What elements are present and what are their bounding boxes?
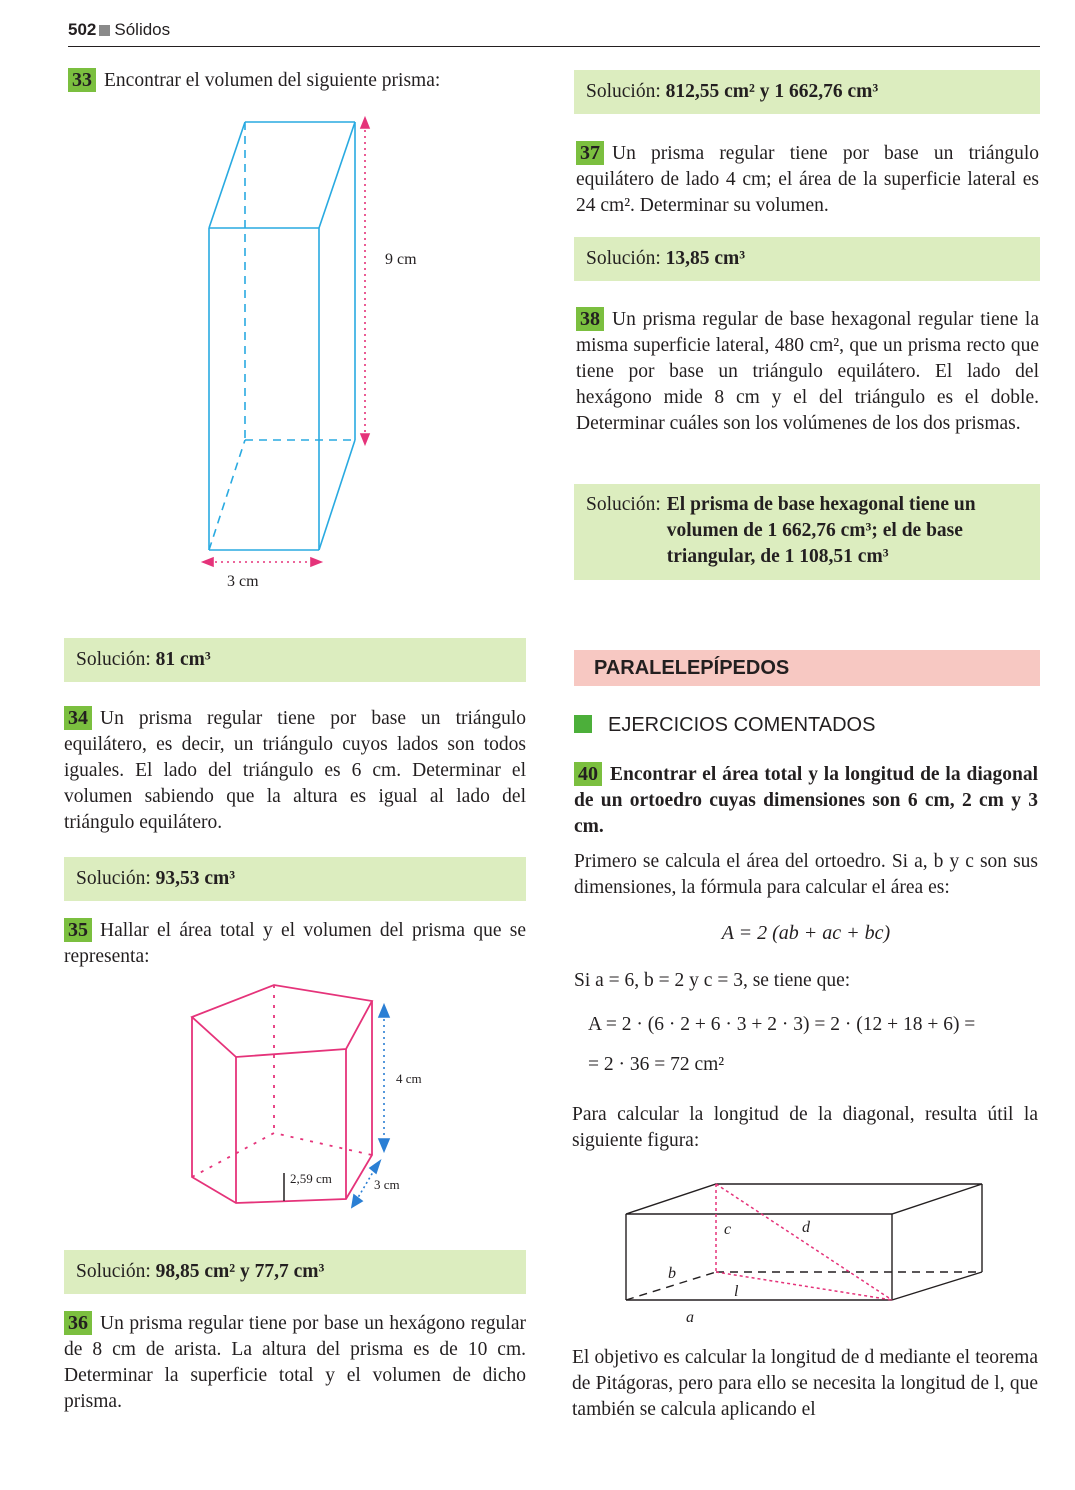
exercise-number: 37 [576, 141, 604, 165]
solution-37: Solución: 13,85 cm³ [574, 237, 1040, 281]
exercise-number: 34 [64, 706, 92, 730]
running-title: Sólidos [114, 20, 171, 39]
page-header [68, 18, 1040, 47]
area-formula: A = 2 (ab + ac + bc) [721, 922, 891, 944]
calculation-line-1: A = 2 · (6 · 2 + 6 · 3 + 2 · 3) = 2 · (12 + 18 + 6) = [588, 1014, 976, 1035]
ex40-paragraph-2: Si a = 6, b = 2 y c = 3, se tiene que: [574, 970, 851, 991]
exercise-number: 33 [68, 68, 96, 92]
green-square-icon [574, 715, 592, 733]
ex40-paragraph-1: Primero se calcula el área del ortoedro. Si a, b y c son sus dimensiones, la fórmula para calcular el área es: [574, 851, 1038, 898]
exercise-35 [64, 918, 526, 970]
prism-figure-33 [195, 110, 455, 600]
solution-33: Solución: 81 cm³ [64, 638, 526, 682]
solution-value: 98,85 cm² y 77,7 cm³ [155, 1261, 325, 1282]
exercise-text: Un prisma regular de base hexagonal regular tiene la misma superficie lateral, 480 cm², que un prisma recto que tiene por base un triángulo equilátero. El lado del hexágono mide 8 cm y el del triángulo es el doble. Determinar cuáles son los volúmenes de los dos prismas. [576, 309, 1039, 434]
ex40-paragraph-3: Para calcular la longitud de la diagonal, resulta útil la siguiente figura: [572, 1104, 1038, 1151]
exercise-37 [576, 141, 1039, 219]
exercise-text: Un prisma regular tiene por base un triángulo equilátero, es decir, un triángulo cuyos lados son todos iguales. El lado del triángulo es 6 cm. Determinar el volumen sabiendo que la altura es igual al lado del triángulo equilátero. [64, 708, 526, 833]
apothem-label: 2,59 cm [290, 1171, 332, 1186]
exercise-number: 40 [574, 762, 602, 786]
label-d: d [802, 1219, 810, 1236]
subsection-header: EJERCICIOS COMENTADOS [574, 714, 875, 737]
solution-value: 13,85 cm³ [665, 248, 746, 269]
solution-value: 93,53 cm³ [155, 868, 236, 889]
cuboid-diagonal-figure [620, 1180, 990, 1330]
solution-line-2: volumen de 1 662,76 cm³; el de base [666, 520, 963, 541]
calculation-line-2: = 2 · 36 = 72 cm² [588, 1054, 725, 1075]
solution-36: Solución: 812,55 cm² y 1 662,76 cm³ [574, 70, 1040, 114]
exercise-40-statement: 40 Encontrar el área total y la longitud de la diagonal de un ortoedro cuyas dimensiones son 6 cm, 2 cm y 3 cm. [574, 763, 1038, 837]
exercise-34 [64, 706, 526, 836]
height-label: 9 cm [385, 251, 417, 268]
label-c: c [724, 1221, 732, 1238]
exercise-text: Hallar el área total y el volumen del prisma que se representa: [64, 920, 526, 967]
exercise-36 [64, 1311, 526, 1415]
solution-38: Solución: El prisma de base hexagonal tiene un volumen de 1 662,76 cm³; el de base triangular, de 1 108,51 cm³ [574, 484, 1040, 580]
square-bullet-icon [99, 25, 110, 36]
side-label: 3 cm [374, 1177, 400, 1192]
solution-line-3: triangular, de 1 108,51 cm³ [666, 546, 889, 567]
exercise-number: 38 [576, 307, 604, 331]
exercise-number: 36 [64, 1311, 92, 1335]
label-b: b [668, 1265, 676, 1282]
exercise-38 [576, 307, 1039, 437]
solution-35: Solución: 98,85 cm² y 77,7 cm³ [64, 1250, 526, 1294]
exercise-text: Encontrar el volumen del siguiente prisma: [104, 70, 441, 91]
section-header: PARALELEPÍPEDOS [574, 650, 1040, 686]
ex40-paragraph-4: El objetivo es calcular la longitud de d mediante el teorema de Pitágoras, pero para ello se necesita la longitud de l, que también se calcula aplicando el [572, 1347, 1038, 1420]
solution-34: Solución: 93,53 cm³ [64, 857, 526, 901]
solution-value: 812,55 cm² y 1 662,76 cm³ [665, 81, 879, 102]
exercise-33 [68, 68, 528, 94]
label-l: l [734, 1283, 739, 1300]
exercise-number: 35 [64, 918, 92, 942]
page-number: 502 [68, 20, 97, 39]
base-label: 3 cm [227, 573, 259, 590]
pentagonal-prism-figure-35 [180, 975, 440, 1220]
height-label: 4 cm [396, 1071, 422, 1086]
label-a: a [686, 1309, 694, 1326]
exercise-text: Un prisma regular tiene por base un hexágono regular de 8 cm de arista. La altura del prisma es de 10 cm. Determinar la superficie total y el volumen de dicho prisma. [64, 1313, 526, 1412]
solution-value: 81 cm³ [155, 649, 211, 670]
solution-line-1: El prisma de base hexagonal tiene un [666, 494, 976, 515]
exercise-text: Un prisma regular tiene por base un triángulo equilátero de lado 4 cm; el área de la superficie lateral es 24 cm². Determinar su volumen. [576, 143, 1039, 216]
